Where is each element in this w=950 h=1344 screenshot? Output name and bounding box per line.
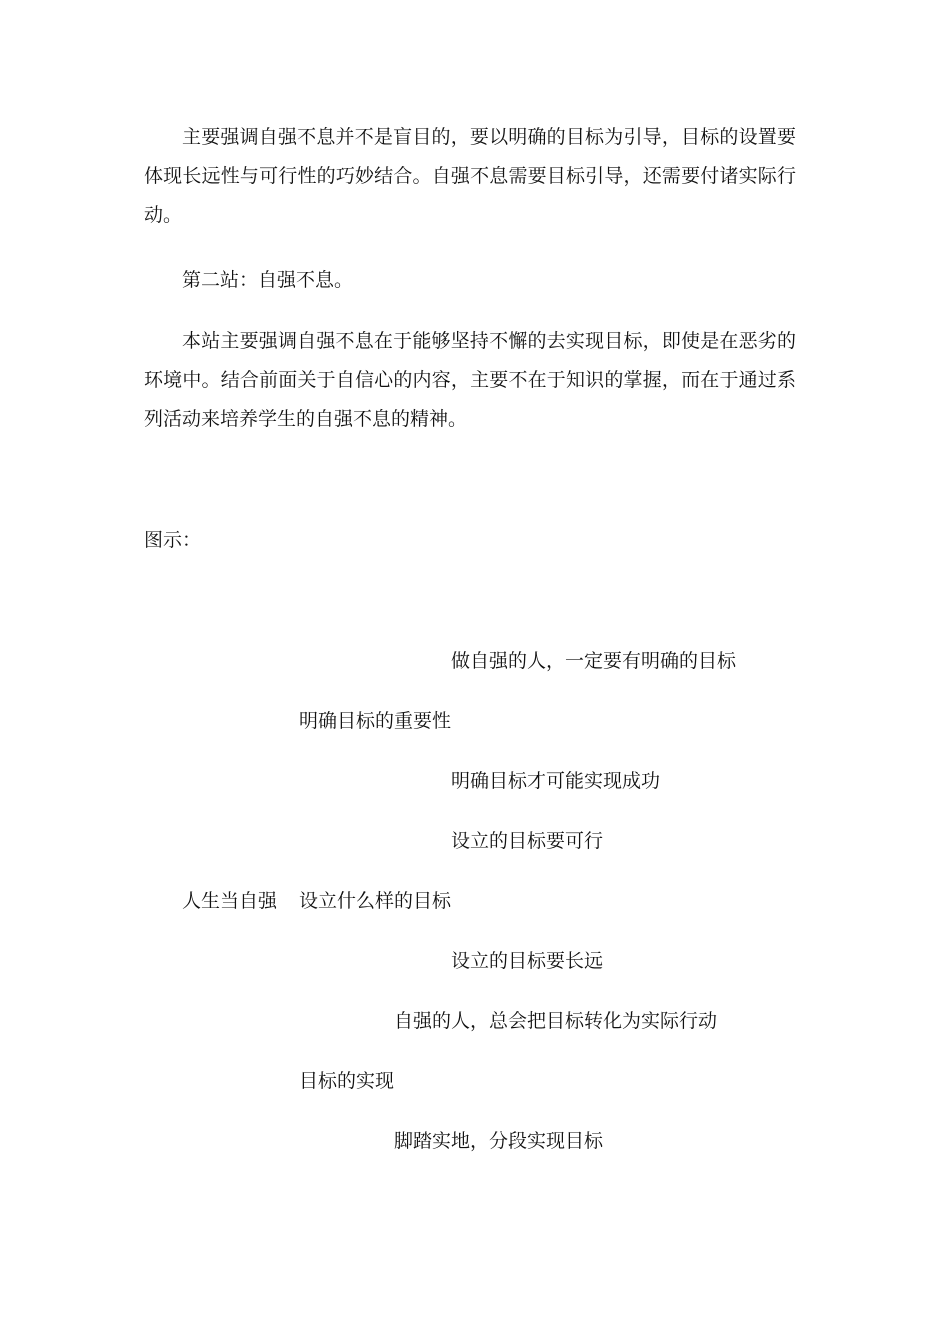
paragraph-station-two: 第二站：自强不息。 [182, 269, 354, 291]
diagram-root: 人生当自强 [182, 890, 278, 912]
branch1-item-1: 做自强的人，一定要有明确的目标 [451, 650, 737, 672]
branch2-title: 设立什么样的目标 [299, 890, 452, 912]
branch3-item-2: 脚踏实地，分段实现目标 [394, 1130, 604, 1152]
paragraph-goal-guidance: 主要强调自强不息并不是盲目的，要以明确的目标为引导，目标的设置要体现长远性与可行性的巧妙结合。自强不息需要目标引导，还需要付诸实际行动。 [144, 126, 796, 226]
paragraph-perseverance: 本站主要强调自强不息在于能够坚持不懈的去实现目标，即使是在恶劣的环境中。结合前面关于自信心的内容，主要不在于知识的掌握，而在于通过系列活动来培养学生的自强不息的精神。 [144, 330, 796, 430]
branch3-title: 目标的实现 [299, 1070, 395, 1092]
branch2-item-2: 设立的目标要长远 [451, 950, 604, 972]
branch1-title: 明确目标的重要性 [299, 710, 452, 732]
diagram-label: 图示： [144, 529, 202, 551]
branch1-item-2: 明确目标才可能实现成功 [451, 770, 661, 792]
branch2-item-1: 设立的目标要可行 [451, 830, 604, 852]
branch3-item-1: 自强的人，总会把目标转化为实际行动 [394, 1010, 718, 1032]
